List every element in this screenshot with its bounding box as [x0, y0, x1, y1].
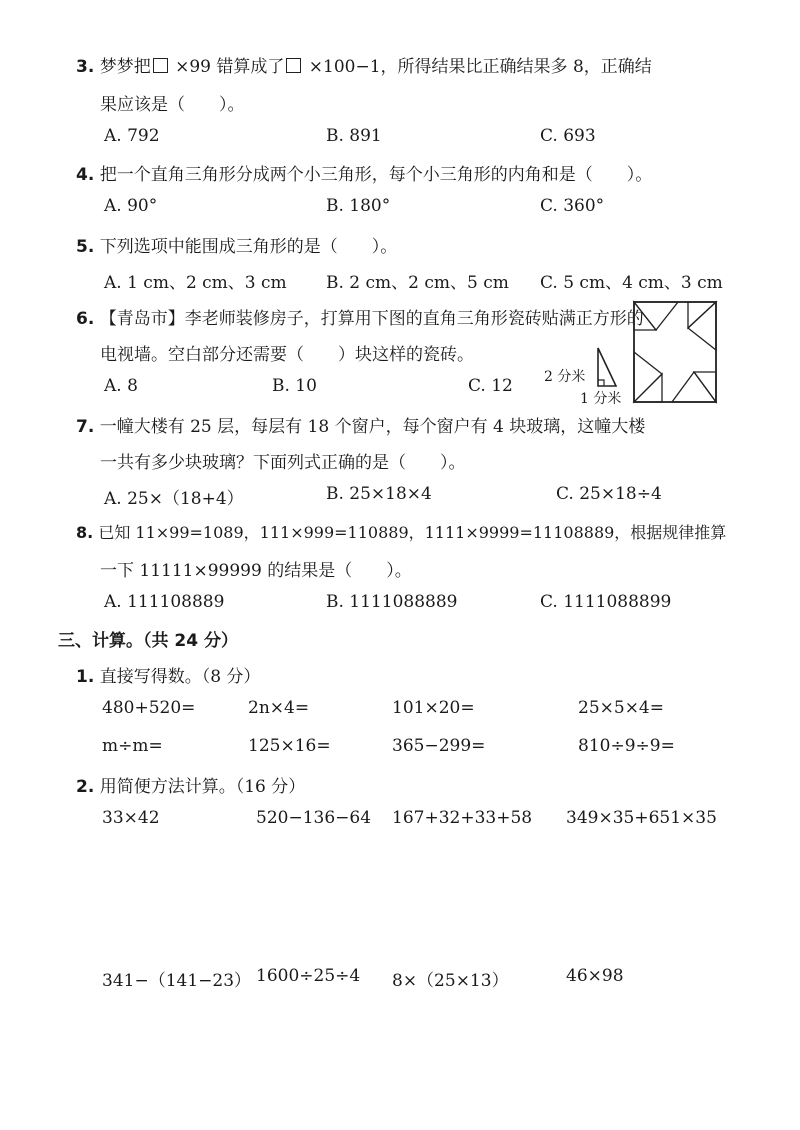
q7-option-c[interactable]: C. 25×18÷4: [556, 484, 662, 504]
calc2-r2-c4: 46×98: [566, 966, 624, 986]
q6-line2: 电视墙。空白部分还需要（ ）块这样的瓷砖。: [100, 345, 474, 365]
q7-option-b[interactable]: B. 25×18×4: [326, 484, 432, 504]
q3-text-part1: 梦梦把: [99, 57, 151, 77]
square-wall-diagram: [632, 300, 718, 404]
section-3-title: 三、计算。（共 24 分）: [58, 631, 238, 651]
calc2-r1-c4: 349×35+651×35: [566, 808, 717, 828]
blank-box-icon: [286, 58, 301, 73]
calc2-r1-c2: 520−136−64: [256, 808, 372, 828]
q4-option-b[interactable]: B. 180°: [326, 196, 391, 216]
q6-number: 6.: [76, 309, 95, 329]
q8-option-b[interactable]: B. 1111088889: [326, 592, 458, 612]
calc1-r1-c2: 2n×4=: [248, 698, 310, 718]
blank-box-icon: [153, 58, 168, 73]
tile-height-label: 2 分米: [544, 369, 586, 385]
calc1-title: 直接写得数。（8 分）: [99, 667, 261, 687]
q8-text: 已知 11×99=1089，111×999=110889，1111×9999=11108889，根据规律推算: [98, 523, 727, 542]
q8-option-a[interactable]: A. 111108889: [104, 592, 225, 612]
q3-option-b[interactable]: B. 891: [326, 126, 382, 146]
calc2-number: 2.: [76, 777, 95, 797]
calc2-title: 用简便方法计算。（16 分）: [99, 777, 306, 797]
q3-text-part2: ×99 错算成了: [169, 57, 285, 77]
calc1-r2-c4: 810÷9÷9=: [578, 736, 675, 756]
q7-text: 一幢大楼有 25 层，每层有 18 个窗户，每个窗户有 4 块玻璃，这幢大楼: [99, 417, 646, 437]
calc2-heading: [76, 772, 305, 797]
q7-line2: 一共有多少块玻璃？下面列式正确的是（ ）。: [100, 453, 466, 473]
q8-line2: 一下 11111×99999 的结果是（ ）。: [100, 561, 412, 581]
q6-text: 【青岛市】李老师装修房子，打算用下图的直角三角形瓷砖贴满正方形的: [99, 309, 644, 329]
calc1-r2-c1: m÷m=: [102, 736, 163, 756]
q5-option-a[interactable]: A. 1 cm、2 cm、3 cm: [104, 273, 287, 293]
q5-number: 5.: [76, 237, 95, 257]
q6-option-c[interactable]: C. 12: [468, 376, 513, 396]
q4-number: 4.: [76, 165, 95, 185]
q5-line1: [76, 232, 397, 257]
calc2-r1-c3: 167+32+33+58: [392, 808, 533, 828]
q4-option-c[interactable]: C. 360°: [540, 196, 605, 216]
q8-line1: [76, 520, 726, 543]
calc1-r1-c4: 25×5×4=: [578, 698, 664, 718]
q5-text: 下列选项中能围成三角形的是（ ）。: [99, 237, 398, 257]
q8-option-c[interactable]: C. 1111088899: [540, 592, 672, 612]
q5-option-c[interactable]: C. 5 cm、4 cm、3 cm: [540, 273, 723, 293]
q7-number: 7.: [76, 417, 95, 437]
q7-option-a[interactable]: A. 25×（18+4）: [104, 489, 244, 509]
q3-line1: [76, 52, 652, 77]
calc1-heading: [76, 662, 260, 687]
q3-option-a[interactable]: A. 792: [104, 126, 160, 146]
calc1-r1-c3: 101×20=: [392, 698, 475, 718]
calc2-r2-c2: 1600÷25÷4: [256, 966, 361, 986]
q3-option-c[interactable]: C. 693: [540, 126, 596, 146]
right-triangle-tile-diagram: [594, 346, 624, 390]
calc2-r2-c3: 8×（25×13）: [392, 971, 509, 991]
calc2-r2-c1: 341−（141−23）: [102, 971, 252, 991]
q6-line1: [76, 304, 644, 329]
q6-option-b[interactable]: B. 10: [272, 376, 317, 396]
calc1-r1-c1: 480+520=: [102, 698, 196, 718]
q4-text: 把一个直角三角形分成两个小三角形，每个小三角形的内角和是（ ）。: [99, 165, 653, 185]
tile-base-label: 1 分米: [580, 391, 622, 407]
q3-text-part3: ×100−1，所得结果比正确结果多 8，正确结: [303, 57, 652, 77]
q6-option-a[interactable]: A. 8: [104, 376, 138, 396]
calc2-r1-c1: 33×42: [102, 808, 160, 828]
q8-number: 8.: [76, 523, 94, 542]
q7-line1: [76, 412, 645, 437]
q3-number: 3.: [76, 57, 95, 77]
q4-line1: [76, 160, 652, 185]
calc1-r2-c2: 125×16=: [248, 736, 331, 756]
q5-option-b[interactable]: B. 2 cm、2 cm、5 cm: [326, 273, 509, 293]
calc1-number: 1.: [76, 667, 95, 687]
calc1-r2-c3: 365−299=: [392, 736, 486, 756]
q3-line2: 果应该是（ ）。: [100, 95, 245, 115]
q4-option-a[interactable]: A. 90°: [104, 196, 158, 216]
